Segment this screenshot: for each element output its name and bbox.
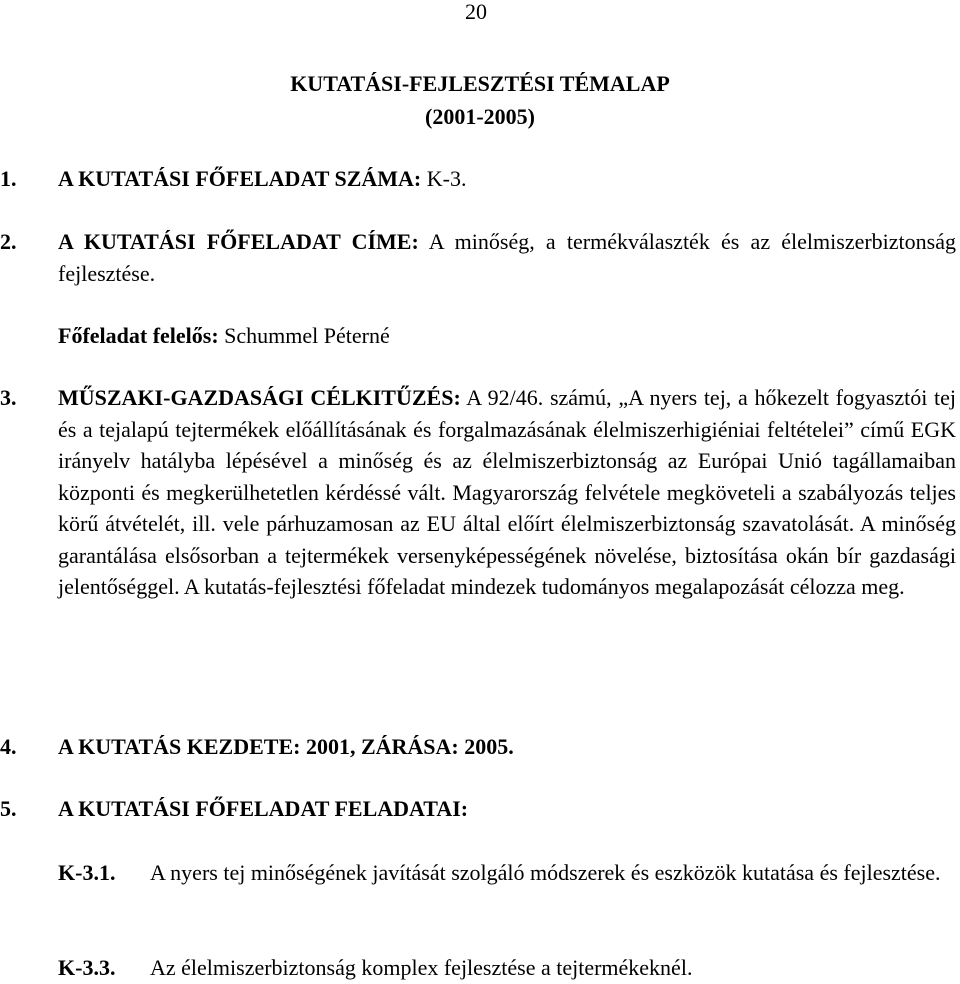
task-text: Az élelmiszerbiztonság komplex fejlesztése a tejtermékeknél. [150,955,693,980]
section-2-number: 2. [0,229,17,254]
title-line-1: KUTATÁSI-FEJLESZTÉSI TÉMALAP [290,71,670,96]
section-1-text [58,163,956,195]
section-4-label: A KUTATÁS KEZDETE: 2001, ZÁRÁSA: 2005. [58,734,514,759]
page-number: 20 [465,0,487,24]
section-5-number: 5. [0,796,17,821]
section-3-number: 3. [0,385,17,410]
section-2-value: A minőség, a termékválaszték és az élelmiszerbiztonság fejlesztése. [58,229,956,286]
section-3-value: A 92/46. számú, „A nyers tej, a hőkezelt fogyasztói tej és a tejalapú tejtermékek előállításának és forgalmazásának élelmiszerhigiéniai feltételei” című EGK irányelv hatályba lépésével a minőség és az élelmiszerbiztonság az Európai Unió tagállamaiban központi és megkerülhetetlen kérdéssé vált. Magyarország felvétele megköveteli a szabályozás teljes körű átvételét, ill. vele párhuzamosan az EU által előírt élelmiszerbiztonság szavatolását. A minőség garantálása elsősorban a tejtermékek versenyképességének növelése, biztosítása okán bír gazdasági jelentőséggel. A kutatás-fejlesztési főfeladat mindezek tudományos megalapozását célozza meg. [58,385,957,599]
task-code: K-3.1. [58,860,116,885]
document-title [0,68,960,100]
section-3-label: MŰSZAKI-GAZDASÁGI CÉLKITŰZÉS: [58,385,461,410]
responsible-label: Főfeladat felelős: [58,323,219,348]
task-text: A nyers tej minőségének javítását szolgáló módszerek és eszközök kutatása és fejlesztése. [150,860,941,885]
section-1-number: 1. [0,166,17,191]
section-3-text [58,382,956,603]
section-5-text [58,793,956,825]
section-4-text [58,731,956,763]
document-period [0,101,960,133]
title-line-2: (2001-2005) [425,104,535,129]
responsible-text [58,320,956,352]
section-4-number: 4. [0,734,17,759]
section-2-text [58,226,956,289]
task-code: K-3.3. [58,955,116,980]
section-1-label: A KUTATÁSI FŐFELADAT SZÁMA: [58,166,422,191]
section-1-value: K-3. [426,166,467,191]
section-2-label: A KUTATÁSI FŐFELADAT CÍME: [58,229,419,254]
responsible-value: Schummel Péterné [224,323,390,348]
section-5-label: A KUTATÁSI FŐFELADAT FELADATAI: [58,796,469,821]
